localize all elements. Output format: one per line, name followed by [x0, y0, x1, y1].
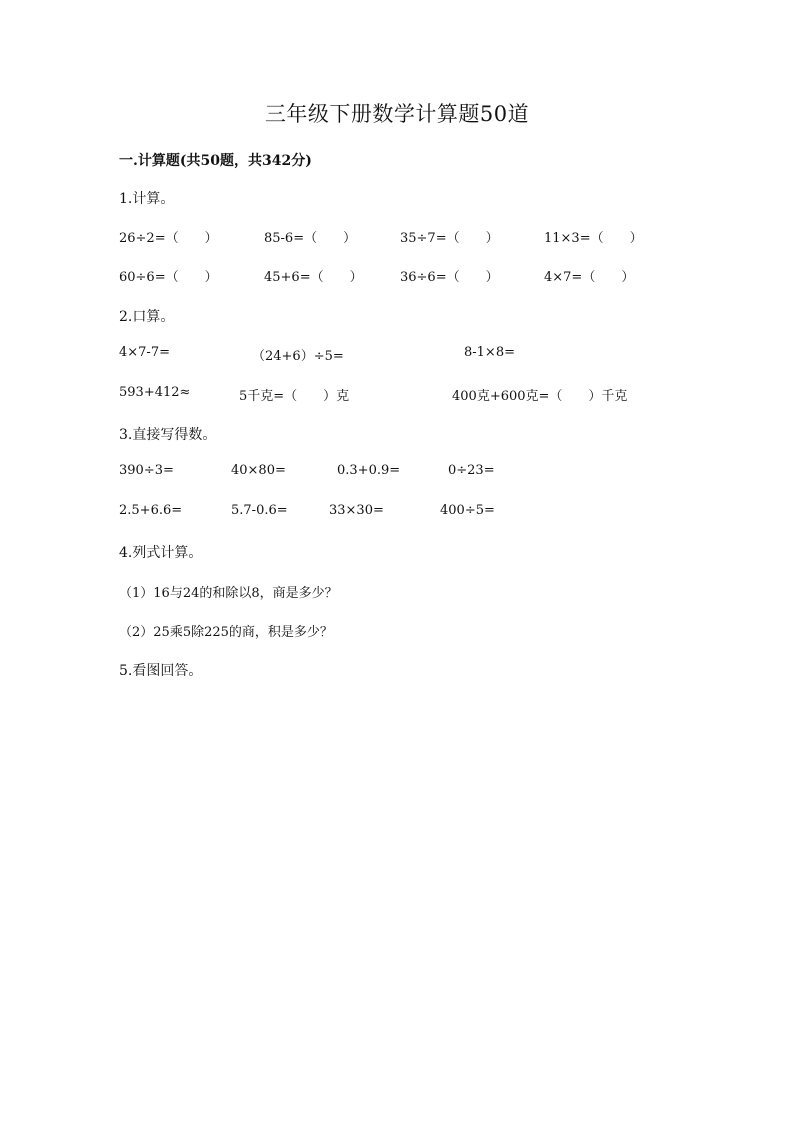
- problem-cell: 8-1×8=: [464, 345, 515, 360]
- problem-cell: 390÷3=: [119, 463, 174, 478]
- problem-cell: （24+6）÷5=: [252, 349, 344, 364]
- problem-cell: 5.7-0.6=: [231, 503, 288, 518]
- problem-cell: 33×30=: [329, 503, 384, 518]
- problem-cell: 593+412≈: [119, 385, 191, 400]
- problem-cell: 35÷7=（ ）: [400, 231, 499, 246]
- document-title: 三年级下册数学计算题50道: [264, 102, 530, 126]
- question-4-item-2: （2）25乘5除225的商，积是多少？: [119, 625, 333, 640]
- problem-cell: 4×7=（ ）: [544, 270, 635, 285]
- problem-cell: 4×7-7=: [119, 345, 170, 360]
- question-5-label: 5.看图回答。: [119, 663, 203, 679]
- problem-cell: 11×3=（ ）: [544, 231, 643, 246]
- question-1-label: 1.计算。: [119, 191, 175, 207]
- question-2-label: 2.口算。: [119, 309, 175, 325]
- problem-cell: 400克+600克=（ ）千克: [452, 389, 628, 404]
- problem-cell: 5千克=（ ）克: [239, 389, 350, 404]
- problem-cell: 26÷2=（ ）: [119, 231, 218, 246]
- problem-cell: 0.3+0.9=: [337, 463, 401, 478]
- question-3-label: 3.直接写得数。: [119, 427, 217, 443]
- question-4-item-1: （1）16与24的和除以8，商是多少？: [119, 586, 338, 601]
- problem-cell: 2.5+6.6=: [119, 503, 183, 518]
- problem-cell: 60÷6=（ ）: [119, 270, 218, 285]
- section-heading: 一.计算题(共50题，共342分): [119, 153, 312, 169]
- question-4-label: 4.列式计算。: [119, 545, 203, 561]
- problem-cell: 45+6=（ ）: [264, 270, 363, 285]
- problem-cell: 40×80=: [231, 463, 286, 478]
- problem-cell: 0÷23=: [448, 463, 495, 478]
- problem-cell: 400÷5=: [440, 503, 495, 518]
- problem-cell: 85-6=（ ）: [264, 231, 357, 246]
- problem-cell: 36÷6=（ ）: [400, 270, 499, 285]
